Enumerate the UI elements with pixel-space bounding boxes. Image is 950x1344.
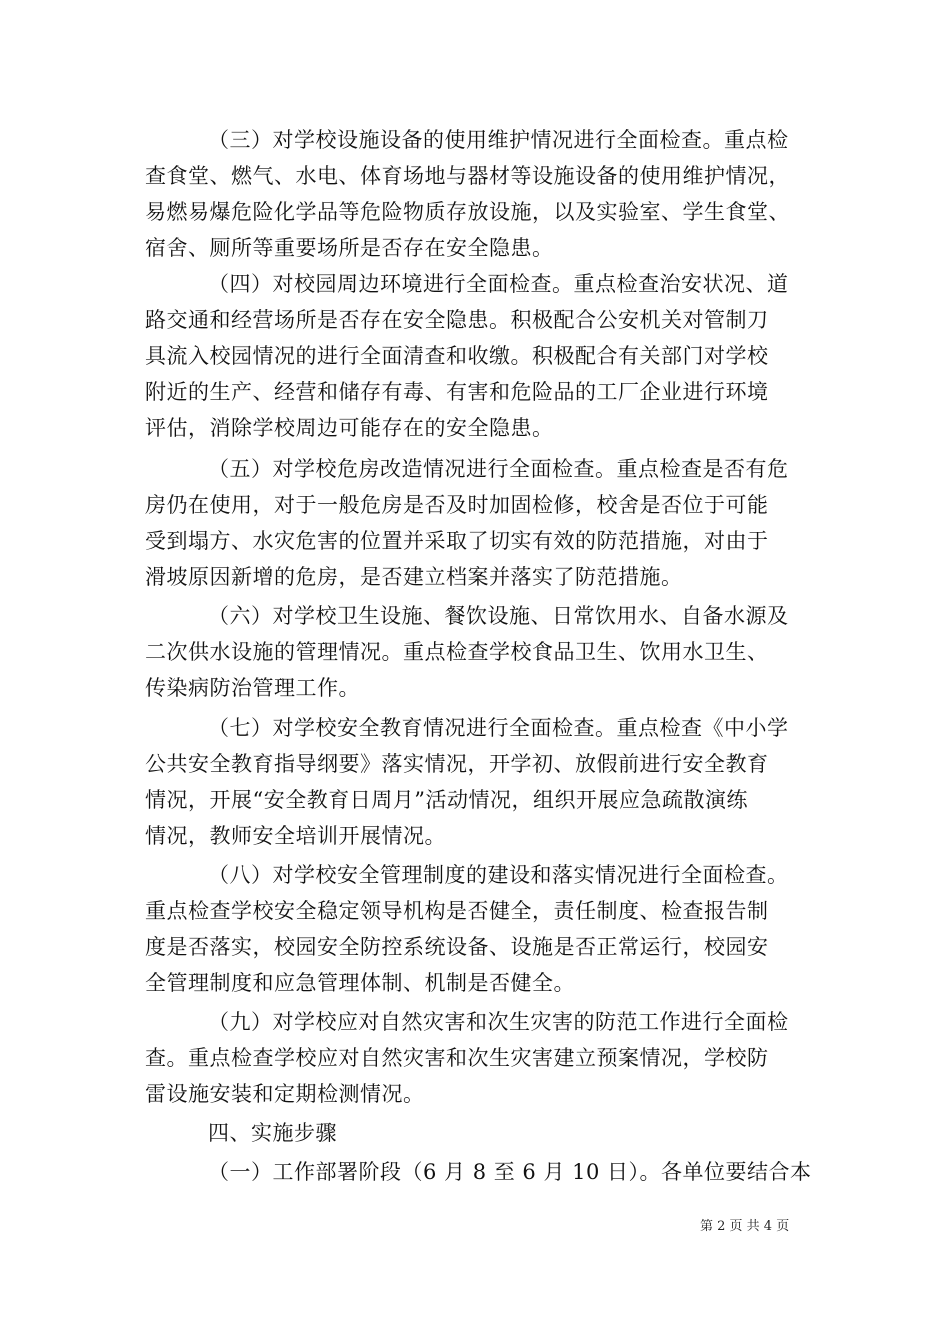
paragraph-4-line-1: （四）对校园周边环境进行全面检查。重点检查治安状况、道: [208, 272, 789, 296]
paragraph-6-line-2: 二次供水设施的管理情况。重点检查学校食品卫生、饮用水卫生、: [145, 640, 769, 664]
paragraph-7-line-1: （七）对学校安全教育情况进行全面检查。重点检查《中小学: [208, 716, 789, 740]
paragraph-5-line-3: 受到塌方、水灾危害的位置并采取了切实有效的防范措施，对由于: [145, 529, 769, 553]
paragraph-9-line-1: （九）对学校应对自然灾害和次生灾害的防范工作进行全面检: [208, 1010, 789, 1034]
paragraph-7-line-4: 情况，教师安全培训开展情况。: [145, 824, 446, 848]
paragraph-7-line-2: 公共安全教育指导纲要》落实情况，开学初、放假前进行安全教育: [145, 752, 769, 776]
step-1-line-1: （一）工作部署阶段（6 月 8 至 6 月 10 日）。各单位要结合本: [208, 1160, 812, 1184]
paragraph-8-line-2: 重点检查学校安全稳定领导机构是否健全，责任制度、检查报告制: [145, 899, 769, 923]
paragraph-8-line-1: （八）对学校安全管理制度的建设和落实情况进行全面检查。: [208, 863, 789, 887]
paragraph-4-line-3: 具流入校园情况的进行全面清查和收缴。积极配合有关部门对学校: [145, 344, 769, 368]
paragraph-9-line-2: 查。重点检查学校应对自然灾害和次生灾害建立预案情况，学校防: [145, 1046, 769, 1070]
paragraph-9-line-3: 雷设施安装和定期检测情况。: [145, 1082, 425, 1106]
paragraph-3-line-2: 查食堂、燃气、水电、体育场地与器材等设施设备的使用维护情况，: [145, 164, 790, 188]
paragraph-7-line-3: 情况，开展“安全教育日周月”活动情况，组织开展应急疏散演练: [145, 788, 748, 812]
paragraph-4-line-2: 路交通和经营场所是否存在安全隐患。积极配合公安机关对管制刀: [145, 308, 769, 332]
paragraph-4-line-4: 附近的生产、经营和储存有毒、有害和危险品的工厂企业进行环境: [145, 380, 769, 404]
paragraph-3-line-3: 易燃易爆危险化学品等危险物质存放设施，以及实验室、学生食堂、: [145, 200, 790, 224]
paragraph-3-line-4: 宿舍、厕所等重要场所是否存在安全隐患。: [145, 236, 554, 260]
paragraph-6-line-3: 传染病防治管理工作。: [145, 676, 360, 700]
paragraph-8-line-4: 全管理制度和应急管理体制、机制是否健全。: [145, 971, 575, 995]
section-heading-implementation-steps: 四、实施步骤: [208, 1121, 337, 1145]
paragraph-3-line-1: （三）对学校设施设备的使用维护情况进行全面检查。重点检: [208, 128, 789, 152]
paragraph-4-line-5: 评估，消除学校周边可能存在的安全隐患。: [145, 416, 554, 440]
paragraph-5-line-1: （五）对学校危房改造情况进行全面检查。重点检查是否有危: [208, 457, 789, 481]
page-number-indicator: 第 2 页 共 4 页: [700, 1219, 790, 1234]
paragraph-8-line-3: 度是否落实，校园安全防控系统设备、设施是否正常运行，校园安: [145, 935, 769, 959]
paragraph-5-line-2: 房仍在使用，对于一般危房是否及时加固检修，校舍是否位于可能: [145, 493, 769, 517]
paragraph-6-line-1: （六）对学校卫生设施、餐饮设施、日常饮用水、自备水源及: [208, 604, 789, 628]
paragraph-5-line-4: 滑坡原因新增的危房，是否建立档案并落实了防范措施。: [145, 565, 683, 589]
